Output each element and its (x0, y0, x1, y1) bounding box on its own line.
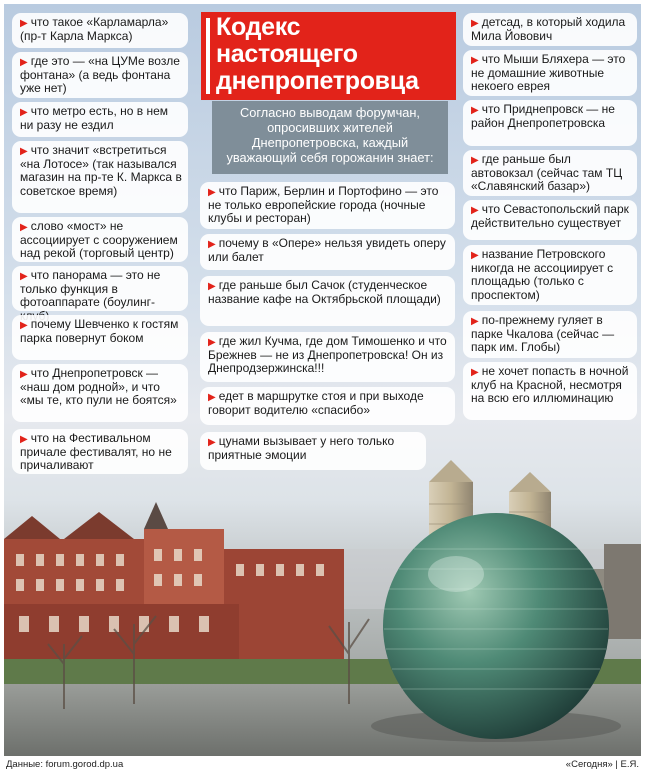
bullet-triangle-icon: ▶ (208, 392, 216, 403)
fact-text: что на Фестивальном причале фестивалят, но не причаливают (20, 431, 172, 473)
fact-pill (463, 150, 637, 196)
fact-text: почему Шевченко к гостям парка повернут боком (20, 317, 179, 346)
fact-pill (463, 200, 637, 240)
data-source: Данные: forum.gorod.dp.ua (6, 759, 124, 770)
title-accent-bar (206, 18, 210, 94)
bullet-triangle-icon: ▶ (208, 187, 216, 198)
fact-pill (12, 102, 188, 137)
bullet-triangle-icon: ▶ (20, 18, 28, 29)
fact-pill (200, 332, 455, 382)
bullet-triangle-icon: ▶ (20, 107, 28, 118)
bullet-triangle-icon: ▶ (20, 369, 28, 380)
bullet-triangle-icon: ▶ (471, 367, 479, 378)
fact-pill (12, 266, 188, 311)
fact-text: слово «мост» не ассоциирует с сооружением над рекой (торговый центр) (20, 219, 178, 261)
fact-pill (463, 50, 637, 96)
bullet-triangle-icon: ▶ (471, 316, 479, 327)
bullet-triangle-icon: ▶ (208, 437, 216, 448)
brick-buildings (4, 502, 344, 659)
fact-pill (12, 315, 188, 360)
fact-text: что Днепропетровск — «наш дом родной», и что «мы те, кто пули не боятся» (20, 366, 177, 408)
fact-pill (12, 141, 188, 213)
bullet-triangle-icon: ▶ (208, 281, 216, 292)
fact-text: что значит «встретиться «на Лотосе» (так назывался магазин на пр-те К. Маркса в советское время) (20, 143, 182, 198)
fact-pill (200, 234, 455, 270)
fact-text: где жил Кучма, где дом Тимошенко и что Брежнев — не из Днепропетровска! Он из Днепродзержинска!!! (208, 334, 447, 376)
fact-pill (12, 13, 188, 48)
bullet-triangle-icon: ▶ (471, 105, 479, 116)
fact-pill (463, 245, 637, 305)
bullet-triangle-icon: ▶ (208, 337, 216, 348)
fact-pill (12, 52, 188, 98)
fact-pill (12, 217, 188, 262)
fact-text: что панорама — это не только функция в фотоаппарате (боулинг- (20, 268, 161, 310)
bullet-triangle-icon: ▶ (471, 55, 479, 66)
bullet-triangle-icon: ▶ (20, 146, 28, 157)
fact-text: цунами вызывает у него только приятные эмоции (208, 434, 395, 463)
bullet-triangle-icon: ▶ (20, 271, 28, 282)
fact-text: по-прежнему гуляет в парке Чкалова (сейчас — парк им. Глобы) (471, 313, 615, 355)
bullet-triangle-icon: ▶ (471, 205, 479, 216)
title-line-3: днепропетровца (216, 67, 419, 95)
title-line-1: Кодекс (216, 13, 301, 41)
credit: «Сегодня» | Е.Я. (565, 759, 639, 770)
bullet-triangle-icon: ▶ (20, 320, 28, 331)
bullet-triangle-icon: ▶ (471, 155, 479, 166)
fact-pill (200, 182, 455, 229)
fact-text: почему в «Опере» нельзя увидеть оперу или балет (208, 236, 446, 265)
bullet-triangle-icon: ▶ (20, 222, 28, 233)
fact-pill (12, 364, 188, 422)
fact-pill (200, 387, 455, 425)
fact-text: что такое «Карламарла» (пр-т Карла Маркса) (20, 15, 169, 44)
fact-text: где раньше был автовокзал (сейчас там ТЦ «Славянский базар») (471, 152, 623, 194)
intro-text: Согласно выводам форумчан, опросивших жителей Днепропетровска, каждый уважающий себя горожанин знает: (212, 101, 448, 174)
fact-text: что Париж, Берлин и Портофино — это не только европейские города (ночные клубы и ресторан) (208, 184, 439, 226)
fact-text: что Мыши Бляхера — это не домашние животные некоего еврея (471, 52, 626, 94)
bullet-triangle-icon: ▶ (471, 250, 479, 261)
infographic-poster (4, 4, 641, 756)
title-line-2: настоящего (216, 40, 358, 68)
fact-pill (12, 429, 188, 474)
fact-pill (463, 362, 637, 420)
bullet-triangle-icon: ▶ (20, 434, 28, 445)
title-block (201, 12, 456, 100)
fact-text: что метро есть, но в нем ни разу не ездил (20, 104, 169, 133)
fact-text: где это — «на ЦУМе возле фонтана» (а ведь фонтана уже нет) (20, 54, 180, 96)
fact-text: что Севастопольский парк действительно существует (471, 202, 629, 231)
fact-pill (463, 13, 637, 46)
fact-text: не хочет попасть в ночной клуб на Красной, несмотря на всю его иллюминацию (471, 364, 629, 406)
fact-pill (200, 276, 455, 326)
fact-text: детсад, в который ходила Мила Йовович (471, 15, 626, 44)
fact-text: где раньше был Сачок (студенческое название кафе на Октябрьской площади) (208, 278, 441, 307)
bullet-triangle-icon: ▶ (208, 239, 216, 250)
fact-text: что Приднепровск — не район Днепропетровска (471, 102, 615, 131)
fact-pill (463, 311, 637, 358)
fact-text: едет в маршрутке стоя и при выходе говорит водителю «спасибо» (208, 389, 424, 418)
fact-pill (200, 432, 426, 470)
fact-pill (463, 100, 637, 146)
bullet-triangle-icon: ▶ (20, 57, 28, 68)
bullet-triangle-icon: ▶ (471, 18, 479, 29)
footer (0, 756, 645, 774)
fact-text: название Петровского никогда не ассоциирует с площадью (только с проспектом) (471, 247, 614, 302)
